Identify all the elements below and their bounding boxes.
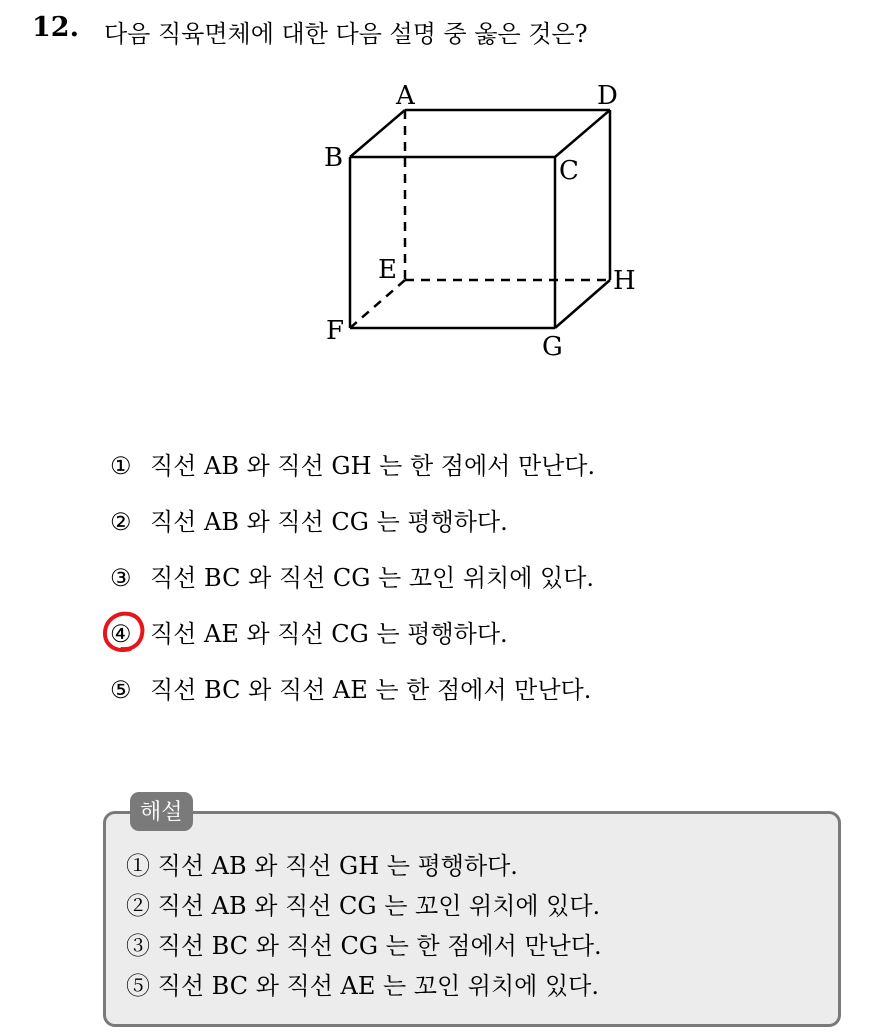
- choice-text: 직선 AE 와 직선 CG 는 평행하다.: [150, 620, 508, 648]
- choice-mark: ②: [110, 508, 132, 536]
- explanation-line: ③ 직선 BC 와 직선 CG 는 한 점에서 만난다.: [126, 932, 602, 960]
- vertex-label-E: E: [378, 255, 397, 285]
- choice-3[interactable]: [110, 560, 595, 616]
- choice-mark: ①: [110, 452, 132, 480]
- explanation-lines: [126, 846, 602, 1006]
- explanation-line: ① 직선 AB 와 직선 GH 는 평행하다.: [126, 852, 518, 880]
- edge-BA: [350, 110, 405, 157]
- answer-circle-icon: [100, 607, 148, 657]
- choice-1[interactable]: [110, 448, 595, 504]
- choice-mark: ③: [110, 564, 132, 592]
- explanation-title: 해설: [130, 792, 193, 831]
- vertex-label-H: H: [613, 266, 636, 296]
- choice-2[interactable]: [110, 504, 595, 560]
- edge-CD: [555, 110, 610, 157]
- vertex-label-B: B: [324, 143, 344, 173]
- choice-text: 직선 BC 와 직선 AE 는 한 점에서 만난다.: [150, 676, 592, 704]
- vertex-label-A: A: [396, 81, 415, 111]
- vertex-label-D: D: [597, 81, 618, 111]
- vertex-label-F: F: [326, 316, 345, 346]
- explanation-line: ⑤ 직선 BC 와 직선 AE 는 꼬인 위치에 있다.: [126, 972, 599, 1000]
- choice-4[interactable]: [110, 616, 595, 672]
- question-number: 12.: [32, 12, 79, 43]
- choice-5[interactable]: [110, 672, 595, 728]
- choice-text: 직선 BC 와 직선 CG 는 꼬인 위치에 있다.: [150, 564, 595, 592]
- vertex-label-G: G: [542, 332, 563, 362]
- edge-EF: [350, 280, 405, 328]
- choice-text: 직선 AB 와 직선 GH 는 한 점에서 만난다.: [150, 452, 596, 480]
- question-text: 다음 직육면체에 대한 다음 설명 중 옳은 것은?: [104, 20, 588, 48]
- vertex-label-C: C: [559, 156, 579, 186]
- choice-mark: ⑤: [110, 676, 132, 704]
- choice-text: 직선 AB 와 직선 CG 는 평행하다.: [150, 508, 508, 536]
- edge-GH: [555, 280, 610, 328]
- choice-mark: ④: [110, 620, 132, 648]
- answer-choices: [110, 448, 595, 728]
- cuboid-figure: [310, 80, 650, 370]
- explanation-line: ② 직선 AB 와 직선 CG 는 꼬인 위치에 있다.: [126, 892, 601, 920]
